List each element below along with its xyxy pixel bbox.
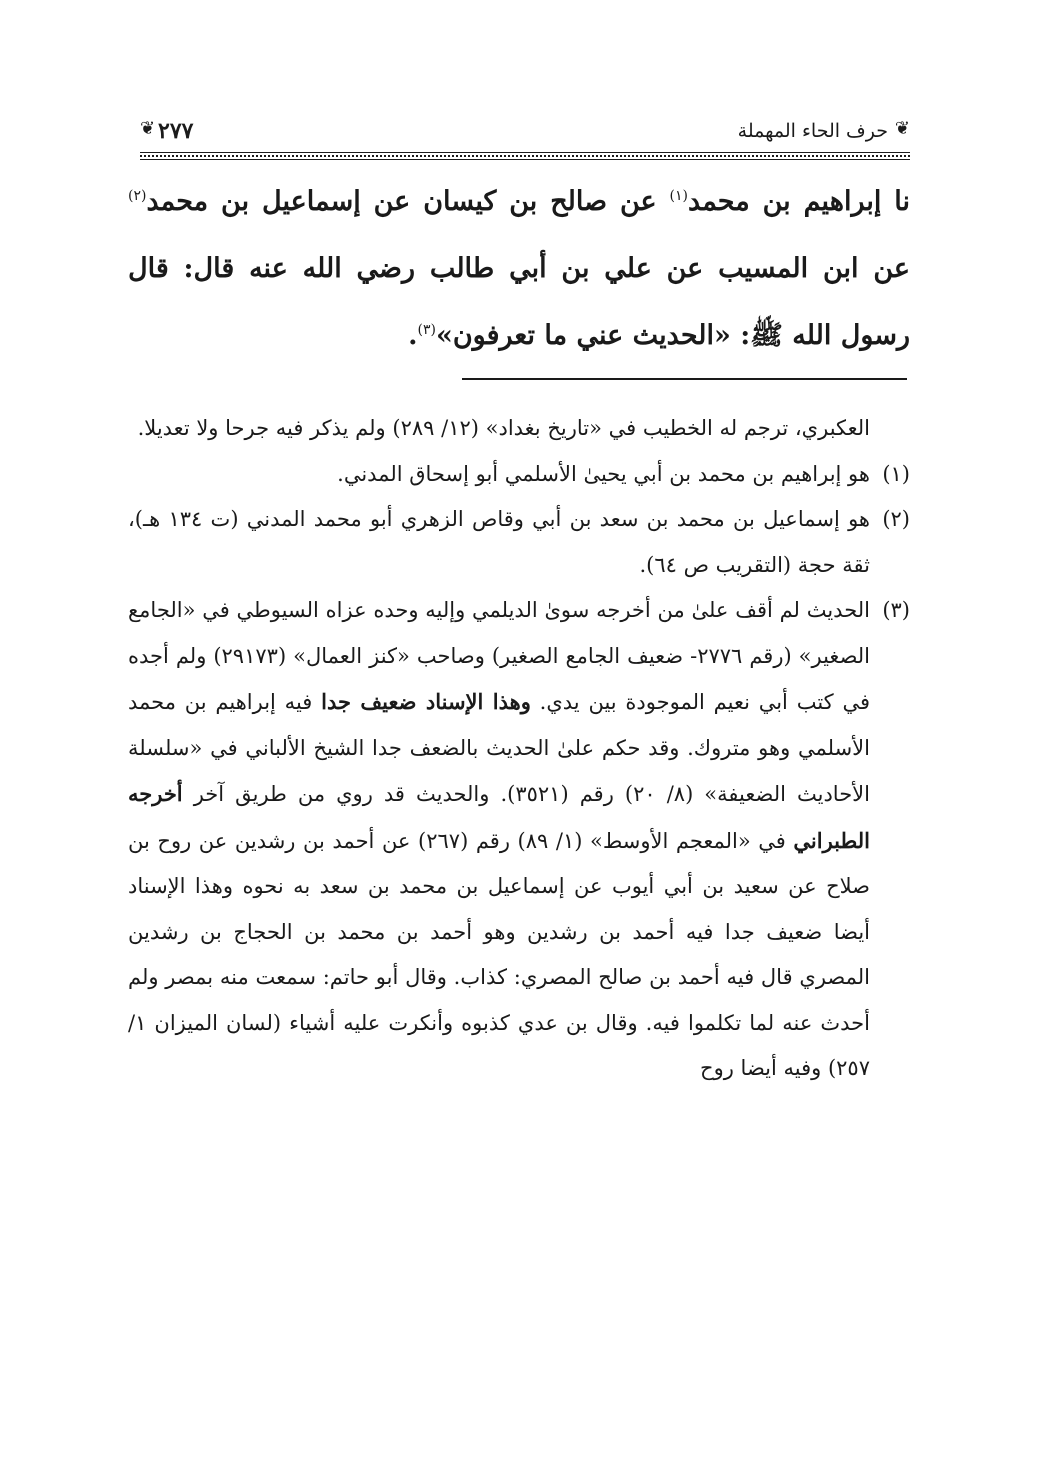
page-number: ٢٧٧ [158, 118, 194, 144]
footnote-item [128, 452, 910, 498]
footnote-text: هو إبراهيم بن محمد بن أبي يحيىٰ الأسلمي أبو إسحاق المدني. [337, 461, 870, 486]
footnote-number: (٣) [882, 598, 910, 622]
chapter-title: حرف الحاء المهملة [737, 120, 888, 142]
footnote-item [128, 497, 910, 588]
floral-ornament-icon: ❦ [894, 118, 910, 139]
narration-segment: عن ابن المسيب عن علي بن أبي طالب رضي الله عنه قال: قال رسول الله ﷺ: «الحديث عني ما تعرفون» [128, 253, 910, 351]
narration-segment: نا إبراهيم بن محمد [688, 186, 911, 217]
hadith-text [128, 168, 910, 369]
narration-segment: . [408, 320, 418, 351]
footnote-segment: الحديث لم أقف علىٰ من أخرجه سوىٰ الديلمي وإليه وحده عزاه السيوطي في «الجامع الصغير» (رقم ٢٧٧٦- ضعيف الجامع الصغير) وصاحب «كنز العمال» (٢٩١٧٣) ولم أجده في كتب أبي نعيم الموجودة بين يدي. [128, 598, 871, 714]
footnote-segment: في «المعجم الأوسط» (١/ ٨٩) رقم (٢٦٧) عن أحمد بن رشدين عن روح بن صلاح عن سعيد بن أبي أيوب عن إسماعيل بن محمد بن سعد به نحوه وهذا الإسناد أيضا ضعيف جدا فيه أحمد بن رشدين وهو أحمد بن محمد بن الحجاج بن رشدين المصري قال فيه أحمد بن صالح المصري: كذاب. وقال أبو حاتم: سمعت منه بمصر ولم أحدث عنه لما تكلموا فيه. وقال بن عدي كذبوه وأنكرت عليه أشياء (لسان الميزان ١/ ٢٥٧) وفيه أيضا روح [128, 828, 870, 1080]
footnote-emphasis: وهذا الإسناد ضعيف جدا [321, 689, 531, 714]
footnote-number: (٢) [882, 507, 910, 531]
hadith-paragraph [128, 168, 910, 369]
footnote-marker: (٣) [417, 322, 436, 338]
footnote-marker: (٢) [128, 188, 147, 204]
footnote-segment: فيه إبراهيم بن محمد الأسلمي وهو متروك. وقد حكم علىٰ الحديث بالضعف جدا الشيخ الألباني في «سلسلة الأحاديث الضعيفة» (٨/ ٢٠) رقم (٣٥٢١). والحديث قد روي من طريق آخر [128, 690, 870, 806]
footnote-separator [462, 378, 907, 380]
decorative-header-border [140, 152, 910, 160]
footnote-marker: (١) [669, 188, 689, 204]
footnotes-section [128, 406, 910, 1092]
page-header [140, 112, 910, 160]
footnote-number: (١) [882, 461, 910, 486]
footnote-text [128, 588, 870, 1092]
floral-ornament-icon: ❦ [140, 118, 156, 139]
footnote-emphasis: أخرجه الطبراني [128, 781, 870, 853]
footnote-continuation: العكبري، ترجم له الخطيب في «تاريخ بغداد» (١٢/ ٢٨٩) ولم يذكر فيه جرحا ولا تعديلا. [137, 416, 870, 440]
narration-segment: عن صالح بن كيسان عن إسماعيل بن محمد [146, 186, 670, 217]
footnote-text: هو إسماعيل بن محمد بن سعد بن أبي وقاص الزهري أبو محمد المدني (ت ١٣٤ هـ)، ثقة حجة (التقريب ص ٦٤). [128, 507, 870, 577]
footnote-item [128, 588, 910, 1092]
